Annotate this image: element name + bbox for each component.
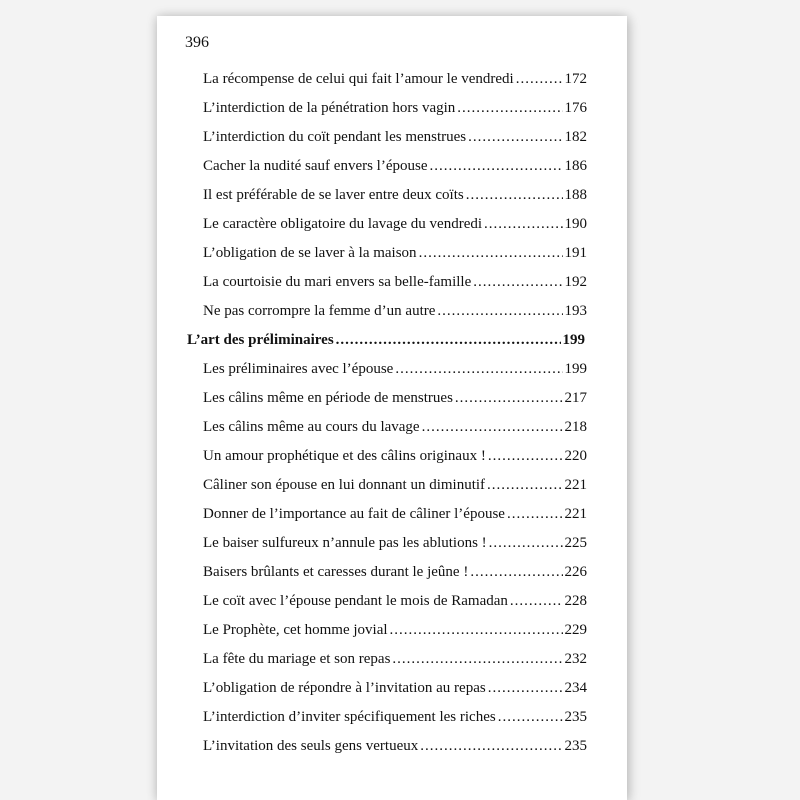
toc-entry-page: 190 — [564, 216, 587, 232]
dot-leader — [487, 471, 562, 500]
toc-entry-page: 221 — [564, 477, 587, 493]
toc-entry-title: Les préliminaires avec l’épouse — [203, 361, 394, 377]
dot-leader — [336, 326, 561, 355]
toc-entry — [203, 65, 587, 94]
toc-entry — [203, 413, 587, 442]
dot-leader — [422, 413, 563, 442]
toc-entry — [203, 732, 587, 761]
dot-leader — [466, 181, 563, 210]
toc-entry — [203, 442, 587, 471]
toc-entry-page: 199 — [564, 361, 587, 377]
toc-entry-title: Donner de l’importance au fait de câliner l’épouse — [203, 506, 505, 522]
toc-entry-page: 225 — [564, 535, 587, 551]
toc-entry — [203, 210, 587, 239]
dot-leader — [516, 65, 563, 94]
dot-leader — [488, 442, 563, 471]
toc-entry-title: Baisers brûlants et caresses durant le jeûne ! — [203, 564, 469, 580]
toc-entry — [203, 355, 587, 384]
toc-entry-page: 221 — [564, 506, 587, 522]
toc-entry-title: L’interdiction du coït pendant les menstrues — [203, 129, 467, 145]
toc-entry-title: Le Prophète, cet homme jovial — [203, 622, 388, 638]
toc-entry-title: L’invitation des seuls gens vertueux — [203, 738, 419, 754]
toc-entry-title: L’art des préliminaires — [187, 332, 334, 348]
toc-entry-title: Les câlins même au cours du lavage — [203, 419, 420, 435]
dot-leader — [489, 529, 563, 558]
toc-entry-page: 172 — [564, 71, 587, 87]
toc-entry-page: 218 — [564, 419, 587, 435]
dot-leader — [470, 558, 562, 587]
dot-leader — [507, 500, 563, 529]
toc-entry — [203, 268, 587, 297]
dot-leader — [430, 152, 563, 181]
toc-entry-page: 235 — [564, 738, 587, 754]
dot-leader — [468, 123, 562, 152]
toc-entry-page: 176 — [564, 100, 587, 116]
toc-entry-page: 186 — [564, 158, 587, 174]
toc-entry-page: 191 — [564, 245, 587, 261]
dot-leader — [395, 355, 562, 384]
toc-entry — [203, 239, 587, 268]
toc-entry-title: Cacher la nudité sauf envers l’épouse — [203, 158, 428, 174]
toc-entry-page: 188 — [564, 187, 587, 203]
toc-entry-title: L’obligation de se laver à la maison — [203, 245, 417, 261]
dot-leader — [484, 210, 562, 239]
toc-entry-page: 228 — [564, 593, 587, 609]
toc-entry-page: 229 — [564, 622, 587, 638]
toc-entry-page: 226 — [564, 564, 587, 580]
toc-entry-title: Les câlins même en période de menstrues — [203, 390, 453, 406]
dot-leader — [419, 239, 563, 268]
toc-entry — [203, 181, 587, 210]
toc-entry — [203, 152, 587, 181]
book-page — [157, 16, 627, 800]
page-number: 396 — [185, 34, 209, 51]
toc-entry-title: L’obligation de répondre à l’invitation au repas — [203, 680, 486, 696]
toc-entry-page: 192 — [564, 274, 587, 290]
toc-entry-title: La fête du mariage et son repas — [203, 651, 391, 667]
dot-leader — [437, 297, 562, 326]
toc-entry-title: La récompense de celui qui fait l’amour le vendredi — [203, 71, 514, 87]
toc-entry-page: 217 — [564, 390, 587, 406]
toc-entry-page: 232 — [564, 651, 587, 667]
dot-leader — [473, 268, 562, 297]
toc-entry-title: Le caractère obligatoire du lavage du vendredi — [203, 216, 483, 232]
dot-leader — [457, 94, 562, 123]
toc-entry-title: Un amour prophétique et des câlins originaux ! — [203, 448, 486, 464]
toc-entry — [203, 500, 587, 529]
toc-entry — [203, 384, 587, 413]
table-of-contents — [157, 65, 627, 761]
dot-leader — [510, 587, 563, 616]
toc-entry — [203, 587, 587, 616]
toc-entry — [203, 94, 587, 123]
toc-entry-page: 235 — [564, 709, 587, 725]
toc-entry-title: Le baiser sulfureux n’annule pas les ablutions ! — [203, 535, 487, 551]
toc-entry — [203, 558, 587, 587]
toc-entry-page: 234 — [564, 680, 587, 696]
toc-entry — [203, 674, 587, 703]
dot-leader — [420, 732, 562, 761]
toc-entry-page: 193 — [564, 303, 587, 319]
toc-entry-page: 182 — [564, 129, 587, 145]
toc-entry-title: La courtoisie du mari envers sa belle-famille — [203, 274, 472, 290]
toc-entry — [203, 471, 587, 500]
toc-entry — [203, 703, 587, 732]
dot-leader — [488, 674, 563, 703]
toc-entry — [203, 297, 587, 326]
dot-leader — [498, 703, 563, 732]
toc-entry-page: 199 — [562, 332, 585, 348]
toc-entry — [203, 616, 587, 645]
toc-entry-page: 220 — [564, 448, 587, 464]
dot-leader — [455, 384, 563, 413]
toc-entry-title: Le coït avec l’épouse pendant le mois de Ramadan — [203, 593, 508, 609]
dot-leader — [392, 645, 562, 674]
toc-entry-title: Il est préférable de se laver entre deux coïts — [203, 187, 464, 203]
toc-entry-title: L’interdiction d’inviter spécifiquement les riches — [203, 709, 496, 725]
toc-entry — [203, 645, 587, 674]
toc-entry — [203, 529, 587, 558]
dot-leader — [390, 616, 563, 645]
toc-entry-title: Ne pas corrompre la femme d’un autre — [203, 303, 436, 319]
toc-entry-title: Câliner son épouse en lui donnant un diminutif — [203, 477, 486, 493]
toc-entry-title: L’interdiction de la pénétration hors vagin — [203, 100, 456, 116]
toc-entry — [203, 123, 587, 152]
toc-section-heading — [187, 326, 585, 355]
